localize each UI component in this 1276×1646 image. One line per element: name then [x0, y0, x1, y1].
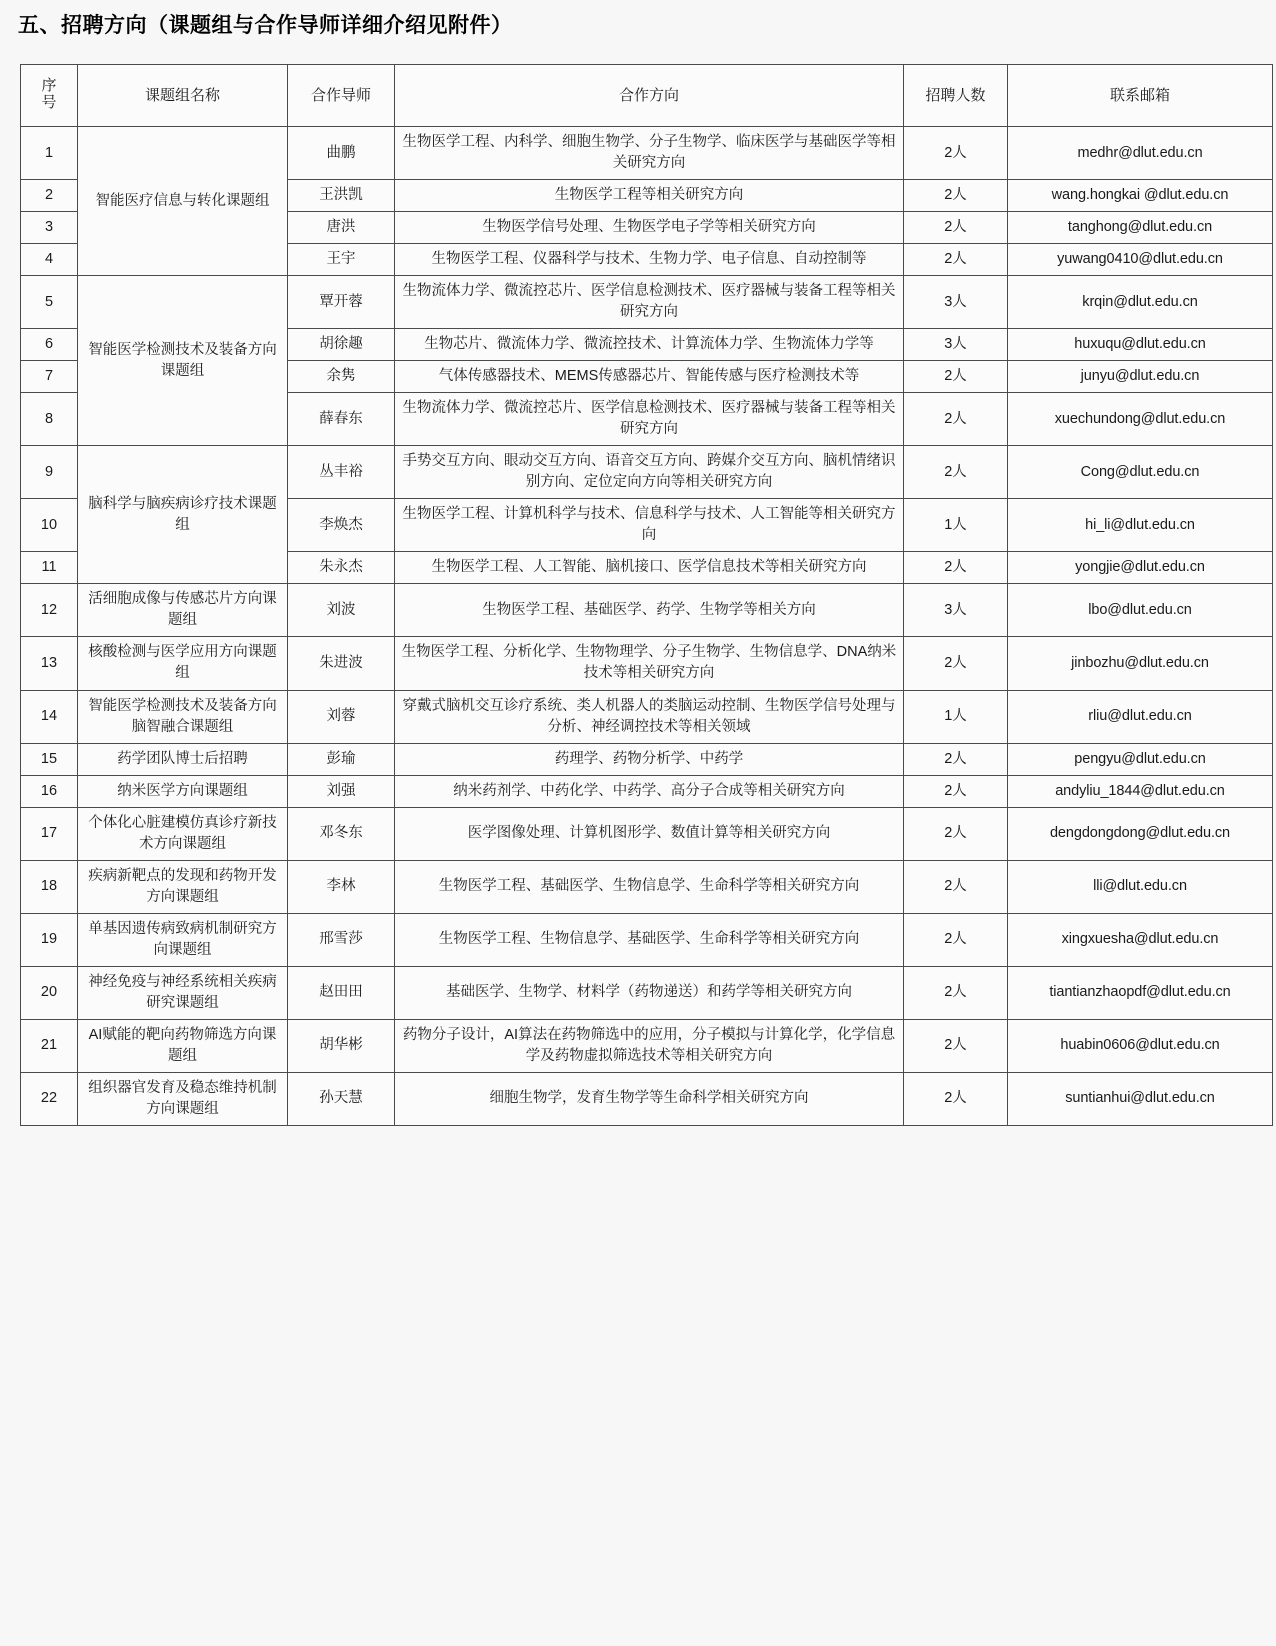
cell-tutor: 赵田田	[288, 966, 395, 1019]
cell-tutor: 薛春东	[288, 393, 395, 446]
cell-direction: 穿戴式脑机交互诊疗系统、类人机器人的类脑运动控制、生物医学信号处理与分析、神经调控技术等相关领域	[395, 690, 904, 743]
cell-email[interactable]: xingxuesha@dlut.edu.cn	[1008, 913, 1273, 966]
cell-group-name: 智能医学检测技术及装备方向课题组	[78, 276, 288, 446]
cell-count: 2人	[904, 212, 1008, 244]
cell-count: 2人	[904, 361, 1008, 393]
cell-email[interactable]: yongjie@dlut.edu.cn	[1008, 552, 1273, 584]
cell-count: 3人	[904, 584, 1008, 637]
cell-email[interactable]: lli@dlut.edu.cn	[1008, 860, 1273, 913]
column-header-index-line2: 号	[41, 94, 57, 112]
column-header-email: 联系邮箱	[1008, 65, 1273, 127]
cell-index: 18	[21, 860, 78, 913]
cell-email[interactable]: dengdongdong@dlut.edu.cn	[1008, 807, 1273, 860]
header-row	[21, 65, 1273, 127]
cell-index: 14	[21, 690, 78, 743]
table-row	[21, 1019, 1273, 1072]
table-row	[21, 743, 1273, 775]
cell-group-name: 智能医学检测技术及装备方向脑智融合课题组	[78, 690, 288, 743]
cell-count: 1人	[904, 499, 1008, 552]
cell-direction: 生物流体力学、微流控芯片、医学信息检测技术、医疗器械与装备工程等相关研究方向	[395, 276, 904, 329]
cell-count: 2人	[904, 1019, 1008, 1072]
cell-index: 17	[21, 807, 78, 860]
cell-count: 2人	[904, 775, 1008, 807]
cell-direction: 药理学、药物分析学、中药学	[395, 743, 904, 775]
recruitment-table	[20, 64, 1273, 1126]
cell-group-name: 纳米医学方向课题组	[78, 775, 288, 807]
table-row	[21, 807, 1273, 860]
column-header-group: 课题组名称	[78, 65, 288, 127]
cell-tutor: 孙天慧	[288, 1072, 395, 1125]
cell-direction: 生物医学工程、仪器科学与技术、生物力学、电子信息、自动控制等	[395, 244, 904, 276]
cell-count: 2人	[904, 966, 1008, 1019]
table-body	[21, 127, 1273, 1126]
cell-direction: 纳米药剂学、中药化学、中药学、高分子合成等相关研究方向	[395, 775, 904, 807]
cell-group-name: 脑科学与脑疾病诊疗技术课题组	[78, 446, 288, 584]
cell-tutor: 朱永杰	[288, 552, 395, 584]
cell-email[interactable]: huxuqu@dlut.edu.cn	[1008, 329, 1273, 361]
cell-tutor: 邢雪莎	[288, 913, 395, 966]
cell-count: 3人	[904, 276, 1008, 329]
cell-index: 11	[21, 552, 78, 584]
cell-group-name: 个体化心脏建模仿真诊疗新技术方向课题组	[78, 807, 288, 860]
cell-direction: 生物医学工程、基础医学、生物信息学、生命科学等相关研究方向	[395, 860, 904, 913]
cell-direction: 生物医学工程、基础医学、药学、生物学等相关方向	[395, 584, 904, 637]
cell-tutor: 余隽	[288, 361, 395, 393]
cell-count: 2人	[904, 913, 1008, 966]
cell-tutor: 李林	[288, 860, 395, 913]
recruitment-table-wrapper	[20, 64, 1272, 1126]
cell-index: 1	[21, 127, 78, 180]
column-header-direction: 合作方向	[395, 65, 904, 127]
table-row	[21, 913, 1273, 966]
cell-email[interactable]: Cong@dlut.edu.cn	[1008, 446, 1273, 499]
cell-tutor: 唐洪	[288, 212, 395, 244]
cell-tutor: 刘蓉	[288, 690, 395, 743]
cell-index: 12	[21, 584, 78, 637]
cell-group-name: 组织器官发育及稳态维持机制方向课题组	[78, 1072, 288, 1125]
column-header-count: 招聘人数	[904, 65, 1008, 127]
cell-tutor: 胡华彬	[288, 1019, 395, 1072]
cell-index: 5	[21, 276, 78, 329]
cell-index: 7	[21, 361, 78, 393]
cell-index: 10	[21, 499, 78, 552]
cell-group-name: 疾病新靶点的发现和药物开发方向课题组	[78, 860, 288, 913]
cell-count: 2人	[904, 127, 1008, 180]
cell-tutor: 丛丰裕	[288, 446, 395, 499]
cell-email[interactable]: krqin@dlut.edu.cn	[1008, 276, 1273, 329]
table-row	[21, 276, 1273, 329]
cell-index: 22	[21, 1072, 78, 1125]
cell-direction: 生物医学工程、人工智能、脑机接口、医学信息技术等相关研究方向	[395, 552, 904, 584]
cell-index: 16	[21, 775, 78, 807]
cell-count: 2人	[904, 637, 1008, 690]
table-row	[21, 690, 1273, 743]
cell-count: 2人	[904, 552, 1008, 584]
cell-index: 4	[21, 244, 78, 276]
cell-email[interactable]: hi_li@dlut.edu.cn	[1008, 499, 1273, 552]
cell-direction: 基础医学、生物学、材料学（药物递送）和药学等相关研究方向	[395, 966, 904, 1019]
cell-email[interactable]: lbo@dlut.edu.cn	[1008, 584, 1273, 637]
cell-email[interactable]: junyu@dlut.edu.cn	[1008, 361, 1273, 393]
cell-direction: 细胞生物学，发育生物学等生命科学相关研究方向	[395, 1072, 904, 1125]
cell-tutor: 王宇	[288, 244, 395, 276]
cell-tutor: 刘强	[288, 775, 395, 807]
cell-tutor: 朱进波	[288, 637, 395, 690]
cell-email[interactable]: yuwang0410@dlut.edu.cn	[1008, 244, 1273, 276]
cell-index: 9	[21, 446, 78, 499]
cell-count: 2人	[904, 860, 1008, 913]
table-row	[21, 127, 1273, 180]
cell-index: 3	[21, 212, 78, 244]
cell-email[interactable]: jinbozhu@dlut.edu.cn	[1008, 637, 1273, 690]
cell-email[interactable]: huabin0606@dlut.edu.cn	[1008, 1019, 1273, 1072]
cell-email[interactable]: rliu@dlut.edu.cn	[1008, 690, 1273, 743]
cell-email[interactable]: andyliu_1844@dlut.edu.cn	[1008, 775, 1273, 807]
document-page	[0, 13, 1276, 1646]
cell-direction: 生物医学工程、生物信息学、基础医学、生命科学等相关研究方向	[395, 913, 904, 966]
cell-group-name: 智能医疗信息与转化课题组	[78, 127, 288, 276]
cell-count: 3人	[904, 329, 1008, 361]
cell-index: 19	[21, 913, 78, 966]
cell-direction: 气体传感器技术、MEMS传感器芯片、智能传感与医疗检测技术等	[395, 361, 904, 393]
cell-count: 2人	[904, 393, 1008, 446]
table-row	[21, 775, 1273, 807]
cell-direction: 生物芯片、微流体力学、微流控技术、计算流体力学、生物流体力学等	[395, 329, 904, 361]
cell-index: 13	[21, 637, 78, 690]
cell-tutor: 王洪凯	[288, 180, 395, 212]
cell-group-name: 神经免疫与神经系统相关疾病研究课题组	[78, 966, 288, 1019]
cell-direction: 生物医学工程、分析化学、生物物理学、分子生物学、生物信息学、DNA纳米技术等相关研究方向	[395, 637, 904, 690]
cell-direction: 医学图像处理、计算机图形学、数值计算等相关研究方向	[395, 807, 904, 860]
table-row	[21, 584, 1273, 637]
table-row	[21, 637, 1273, 690]
column-header-tutor: 合作导师	[288, 65, 395, 127]
cell-index: 21	[21, 1019, 78, 1072]
page-title: 五、招聘方向（课题组与合作导师详细介绍见附件）	[18, 13, 513, 37]
cell-direction: 生物医学工程等相关研究方向	[395, 180, 904, 212]
table-row	[21, 966, 1273, 1019]
cell-email[interactable]: wang.hongkai @dlut.edu.cn	[1008, 180, 1273, 212]
column-header-index-line1: 序	[41, 77, 57, 95]
cell-index: 15	[21, 743, 78, 775]
cell-group-name: 药学团队博士后招聘	[78, 743, 288, 775]
cell-direction: 生物医学信号处理、生物医学电子学等相关研究方向	[395, 212, 904, 244]
cell-count: 2人	[904, 807, 1008, 860]
cell-tutor: 李焕杰	[288, 499, 395, 552]
cell-group-name: AI赋能的靶向药物筛选方向课题组	[78, 1019, 288, 1072]
cell-email[interactable]: suntianhui@dlut.edu.cn	[1008, 1072, 1273, 1125]
cell-count: 2人	[904, 1072, 1008, 1125]
cell-count: 2人	[904, 743, 1008, 775]
cell-direction: 生物医学工程、内科学、细胞生物学、分子生物学、临床医学与基础医学等相关研究方向	[395, 127, 904, 180]
cell-direction: 手势交互方向、眼动交互方向、语音交互方向、跨媒介交互方向、脑机情绪识别方向、定位定向方向等相关研究方向	[395, 446, 904, 499]
cell-tutor: 刘波	[288, 584, 395, 637]
cell-index: 8	[21, 393, 78, 446]
cell-index: 6	[21, 329, 78, 361]
cell-group-name: 核酸检测与医学应用方向课题组	[78, 637, 288, 690]
cell-direction: 药物分子设计，AI算法在药物筛选中的应用，分子模拟与计算化学，化学信息学及药物虚拟筛选技术等相关研究方向	[395, 1019, 904, 1072]
cell-count: 2人	[904, 180, 1008, 212]
cell-email[interactable]: tanghong@dlut.edu.cn	[1008, 212, 1273, 244]
cell-direction: 生物医学工程、计算机科学与技术、信息科学与技术、人工智能等相关研究方向	[395, 499, 904, 552]
cell-count: 2人	[904, 244, 1008, 276]
cell-group-name: 活细胞成像与传感芯片方向课题组	[78, 584, 288, 637]
cell-count: 1人	[904, 690, 1008, 743]
cell-index: 20	[21, 966, 78, 1019]
cell-index: 2	[21, 180, 78, 212]
column-header-index	[21, 65, 78, 127]
cell-tutor: 邓冬东	[288, 807, 395, 860]
cell-direction: 生物流体力学、微流控芯片、医学信息检测技术、医疗器械与装备工程等相关研究方向	[395, 393, 904, 446]
table-row	[21, 860, 1273, 913]
cell-count: 2人	[904, 446, 1008, 499]
cell-tutor: 覃开蓉	[288, 276, 395, 329]
cell-email[interactable]: pengyu@dlut.edu.cn	[1008, 743, 1273, 775]
cell-tutor: 彭瑜	[288, 743, 395, 775]
table-header	[21, 65, 1273, 127]
table-row	[21, 446, 1273, 499]
cell-tutor: 曲鹏	[288, 127, 395, 180]
table-row	[21, 1072, 1273, 1125]
cell-email[interactable]: xuechundong@dlut.edu.cn	[1008, 393, 1273, 446]
cell-group-name: 单基因遗传病致病机制研究方向课题组	[78, 913, 288, 966]
cell-email[interactable]: tiantianzhaopdf@dlut.edu.cn	[1008, 966, 1273, 1019]
cell-tutor: 胡徐趣	[288, 329, 395, 361]
cell-email[interactable]: medhr@dlut.edu.cn	[1008, 127, 1273, 180]
